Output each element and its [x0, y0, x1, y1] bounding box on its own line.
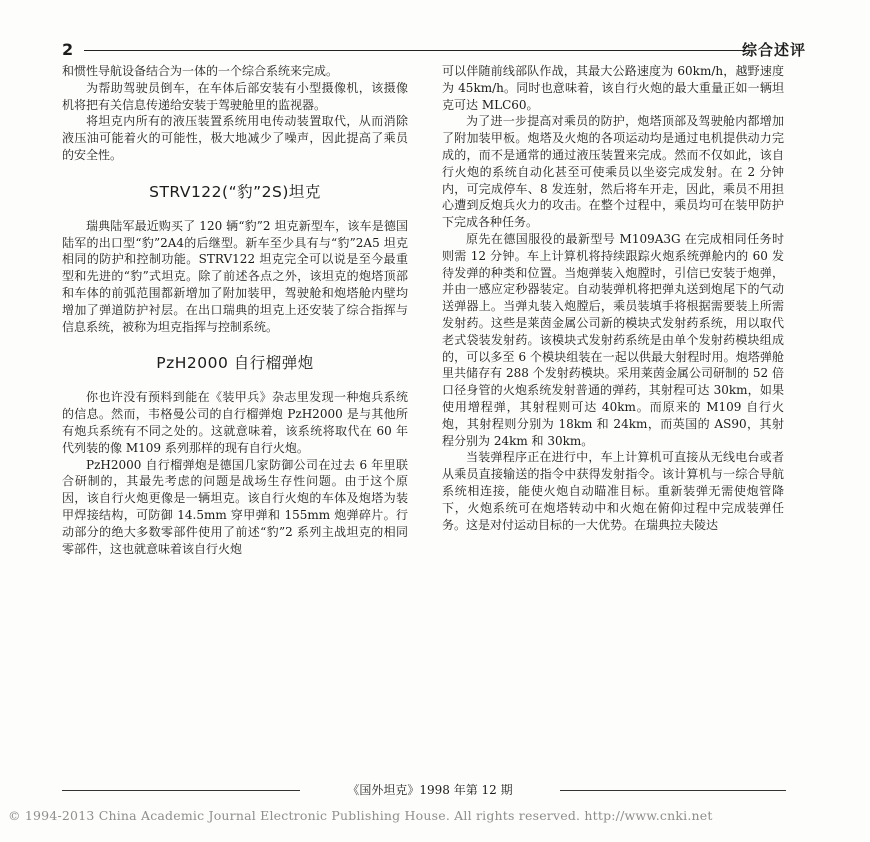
section-label: 综合述评	[741, 41, 806, 59]
footer-rule-left	[62, 790, 300, 791]
page-number: 2	[62, 40, 74, 59]
footer-rule-right	[560, 790, 786, 791]
paragraph: 可以伴随前线部队作战，其最大公路速度为 60km/h，越野速度为 45km/h。同时也意味着，该自行火炮的最大重量正如一辆坦克可达 MLC60。	[442, 64, 784, 112]
paragraph: 当装弹程序正在进行中，车上计算机可直接从无线电台或者从乘员直接输送的指令中获得发射指令。该计算机与一综合导航系统相连接，能使火炮自动瞄准目标。重新装弹无需使炮管降下，火炮系统可在炮塔转动中和火炮在俯仰过程中完成装弹任务。这是对付运动目标的一大优势。在瑞典拉夫陵达	[442, 450, 784, 532]
right-column	[442, 63, 784, 533]
header-rule	[84, 50, 750, 51]
paragraph: 你也许没有预料到能在《装甲兵》杂志里发现一种炮兵系统的信息。然而，韦格曼公司的自行榴弹炮 PzH2000 是与其他所有炮兵系统有不同之处的。这就意味着，该系统将取代在 60 年代列装的像 M109 系列那样的现有自行火炮。	[62, 390, 408, 455]
paragraph: 和惯性导航设备结合为一体的一个综合系统来完成。	[62, 64, 339, 78]
section-heading-strv122: STRV122(“豹”2S)坦克	[149, 182, 321, 201]
journal-issue: 《国外坦克》1998 年第 12 期	[347, 783, 513, 797]
copyright-notice: © 1994-2013 China Academic Journal Electronic Publishing House. All rights reserved. http://www.cnki.net	[8, 808, 713, 823]
left-column	[62, 63, 408, 557]
section-heading-pzh2000: PzH2000 自行榴弹炮	[156, 354, 314, 373]
paragraph: 为帮助驾驶员倒车，在车体后部安装有小型摄像机，该摄像机将把有关信息传递给安装于驾驶舱里的监视器。	[62, 80, 408, 112]
paragraph: 原先在德国服役的最新型号 M109A3G 在完成相同任务时则需 12 分钟。车上计算机将持续跟踪火炮系统弹舱内的 60 发待发弹的种类和位置。当炮弹装入炮膛时，引信已安装于炮弹，并由一感应定秒器装定。自动装弹机将把弹丸送到炮尾下的气动送弹器上。当弹丸装入炮膛后，乘员装填手将根据需要装上所需发射药。这些是莱茵金属公司新的模块式发射药系统，用以取代老式袋装发射药。该模块式发射药系统是由单个发射药模块组成的，可以多至 6 个模块组装在一起以供最大射程时用。炮塔弹舱里共储存有 288 个发射药模块。采用莱茵金属公司研制的 52 倍口径身管的火炮系统发射普通的弹药，其射程可达 30km，如果使用增程弹，其射程则可达 40km。而原来的 M109 自行火炮，其射程则分别为 18km 和 24km，而英国的 AS90，其射程分别为 24km 和 30km。	[442, 231, 784, 448]
paragraph: 瑞典陆军最近购买了 120 辆“豹”2 坦克新型车，该车是德国陆军的出口型“豹”2A4的后继型。新车至少具有与“豹”2A5 坦克相同的防护和控制功能。STRV122 坦克完全可以说是至今最重型和先进的“豹”式坦克。除了前述各点之外，该坦克的炮塔顶部和车体的前弧范围都新增加了附加装甲，驾驶舱和炮塔舱内壁均增加了弹道防护衬层。在出口瑞典的坦克上还安装了综合指挥与信息系统，被称为坦克指挥与控制系统。	[62, 218, 408, 334]
paragraph: PzH2000 自行榴弹炮是德国几家防御公司在过去 6 年里联合研制的，其最先考虑的问题是战场生存性问题。由于这个原因，该自行火炮更像是一辆坦克。该自行火炮的车体及炮塔为装甲焊接结构，可防御 14.5mm 穿甲弹和 155mm 炮弹碎片。行动部分的绝大多数零部件使用了前述“豹”2 系列主战坦克的相同零部件，这也就意味着该自行火炮	[62, 457, 408, 556]
paragraph: 将坦克内所有的液压装置系统用电传动装置取代，从而消除液压油可能着火的可能性，极大地减少了噪声，因此提高了乘员的安全性。	[62, 114, 408, 162]
paragraph: 为了进一步提高对乘员的防护，炮塔顶部及驾驶舱内都增加了附加装甲板。炮塔及火炮的各项运动均是通过电机提供动力完成的，而不是通常的通过液压装置来完成。然而不仅如此，该自行火炮的系统自动化甚至可使乘员以坐姿完成发射。在 2 分钟内，可完成停车、8 发连射，然后将车开走，因此，乘员不用担心遭到反炮兵火力的攻击。在整个过程中，乘员均可在装甲防护下完成各种任务。	[442, 114, 784, 230]
